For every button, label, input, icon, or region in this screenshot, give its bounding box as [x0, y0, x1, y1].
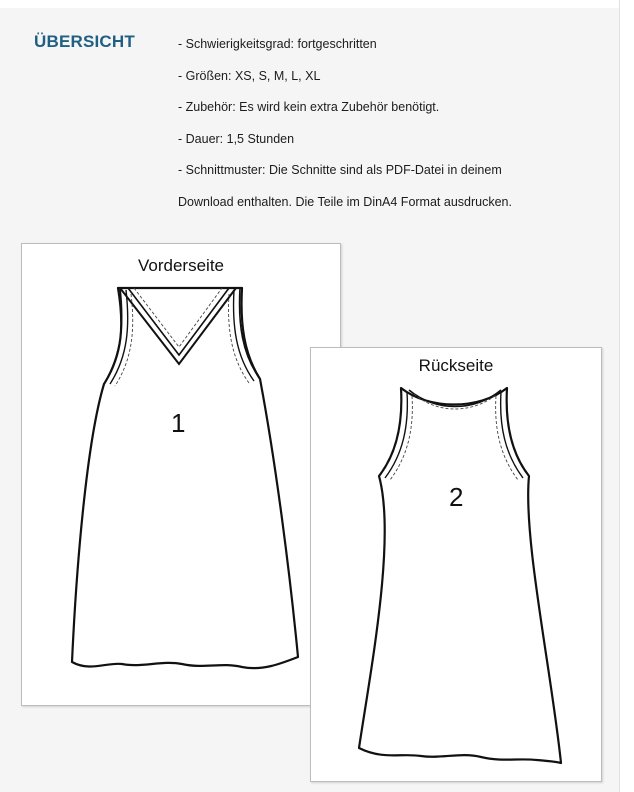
difficulty-item: - Schwierigkeitsgrad: fortgeschritten — [178, 37, 377, 51]
page-edge — [619, 0, 634, 792]
front-dress-outline — [72, 288, 298, 668]
back-piece-number: 2 — [449, 482, 464, 512]
front-armhole-left-stitch — [115, 294, 133, 386]
duration-item: - Dauer: 1,5 Stunden — [178, 131, 295, 146]
back-armhole-right-inner — [501, 392, 523, 478]
front-piece-number: 1 — [171, 408, 186, 438]
back-armhole-left-inner — [385, 392, 407, 478]
front-armhole-right-stitch — [229, 294, 249, 383]
pattern-item: - Schnittmuster: Die Schnitte sind als PDF-Datei in deinem — [178, 163, 502, 177]
front-view-title: Vorderseite — [138, 256, 224, 275]
overview-heading: ÜBERSICHT — [34, 32, 135, 51]
back-view-panel — [310, 347, 602, 782]
front-neckline-inner — [128, 288, 229, 355]
sizes-item: - Größen: XS, S, M, L, XL — [178, 68, 321, 83]
back-dress-drawing — [311, 348, 601, 781]
front-neckline-stitch — [134, 288, 222, 347]
back-dress-outline — [359, 388, 561, 763]
pattern-item-continued: Download enthalten. Die Teile im DinA4 Format ausdrucken. — [178, 194, 512, 209]
accessories-item: - Zubehör: Es wird kein extra Zubehör benötigt. — [178, 100, 440, 114]
front-view-panel — [21, 243, 341, 706]
top-strip — [0, 0, 634, 8]
front-dress-drawing — [22, 244, 340, 705]
overview-list — [178, 37, 512, 226]
back-view-title: Rückseite — [418, 356, 494, 375]
